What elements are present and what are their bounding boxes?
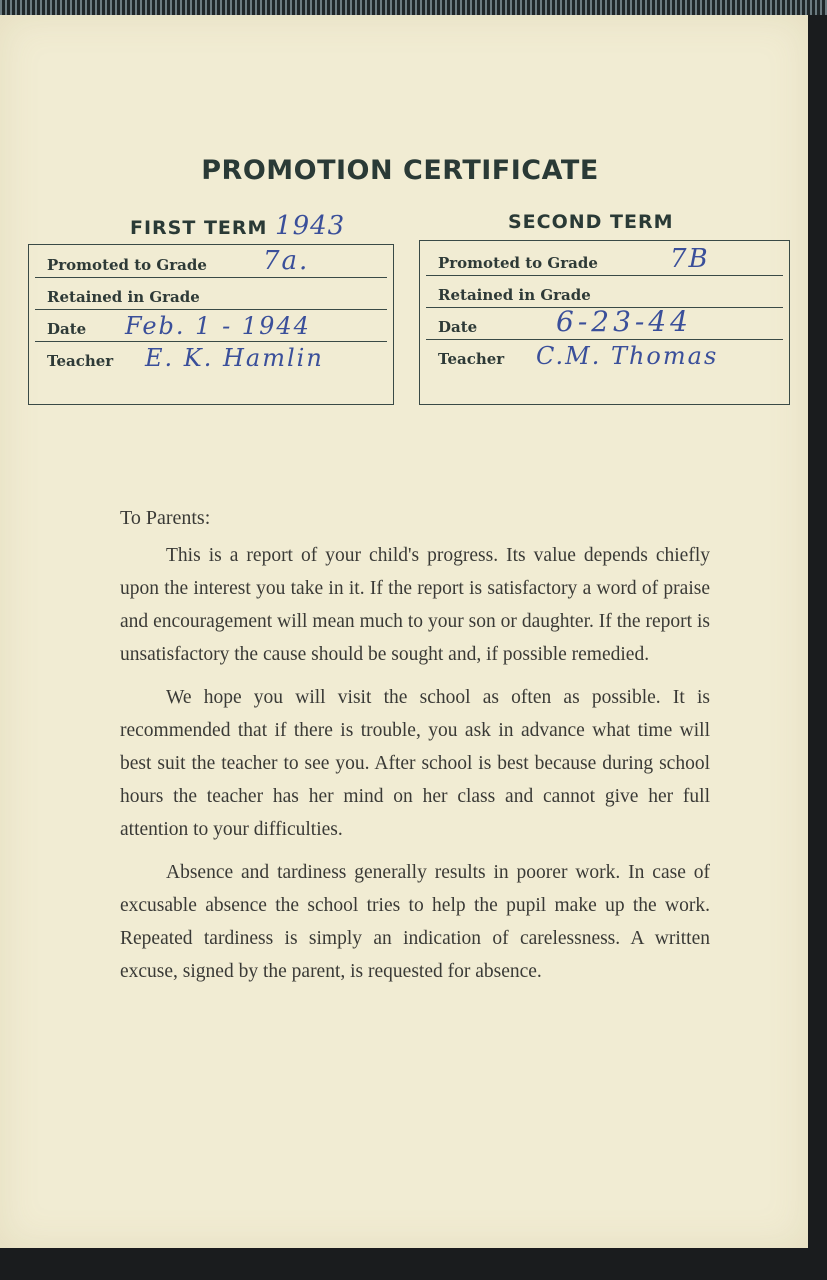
letter-paragraph-1: This is a report of your child's progress. Its value depends chiefly upon the interest you take in it. If the report is satisfactory a word of praise and encouragement will mean much to your son or daughter. If the report is unsatisfactory the cause should be sought and, if possible remedied. — [120, 545, 710, 665]
first-promoted-label: Promoted to Grade — [47, 256, 207, 274]
second-retained-row — [426, 275, 783, 308]
second-teacher-row — [426, 339, 783, 371]
letter-paragraph-3: Absence and tardiness generally results in poorer work. In case of excusable absence the school tries to help the pupil make up the work. Repeated tardiness is simply an indication of carelessness. A written excuse, signed by the parent, is requested for absence. — [120, 862, 710, 982]
second-teacher-label: Teacher — [438, 350, 505, 368]
second-promoted-value: 7B — [670, 244, 710, 274]
first-teacher-label: Teacher — [47, 352, 114, 370]
scanner-ruler — [0, 0, 827, 15]
first-term-heading — [130, 211, 345, 241]
report-card-page — [0, 15, 808, 1248]
first-promoted-value: 7a. — [263, 246, 310, 276]
first-term-year: 1943 — [275, 211, 346, 241]
first-date-row — [35, 309, 387, 342]
second-promoted-label: Promoted to Grade — [438, 254, 598, 272]
first-date-label: Date — [47, 320, 87, 338]
second-promoted-row — [426, 243, 783, 276]
first-date-value: Feb. 1 - 1944 — [125, 312, 311, 340]
first-term-label: FIRST TERM — [130, 217, 268, 239]
second-date-label: Date — [438, 318, 478, 336]
certificate-title: PROMOTION CERTIFICATE — [201, 155, 599, 186]
letter-salutation: To Parents: — [120, 507, 211, 529]
first-promoted-row — [35, 245, 387, 278]
second-teacher-signature: C.M. Thomas — [536, 342, 719, 370]
first-term-box — [28, 244, 394, 405]
second-retained-label: Retained in Grade — [438, 286, 591, 304]
second-term-heading: SECOND TERM — [508, 211, 674, 233]
first-retained-row — [35, 277, 387, 310]
second-date-value: 6-23-44 — [556, 305, 692, 338]
first-teacher-signature: E. K. Hamlin — [145, 344, 324, 372]
second-date-row — [426, 307, 783, 340]
letter-paragraph-2: We hope you will visit the school as often as possible. It is recommended that if there is trouble, you ask in advance what time will best suit the teacher to see you. After school is best because during school hours the teacher has her mind on her class and cannot give her full attention to your difficulties. — [120, 687, 710, 840]
first-teacher-row — [35, 341, 387, 373]
letter-body — [120, 539, 710, 998]
first-retained-label: Retained in Grade — [47, 288, 200, 306]
second-term-box — [419, 240, 790, 405]
